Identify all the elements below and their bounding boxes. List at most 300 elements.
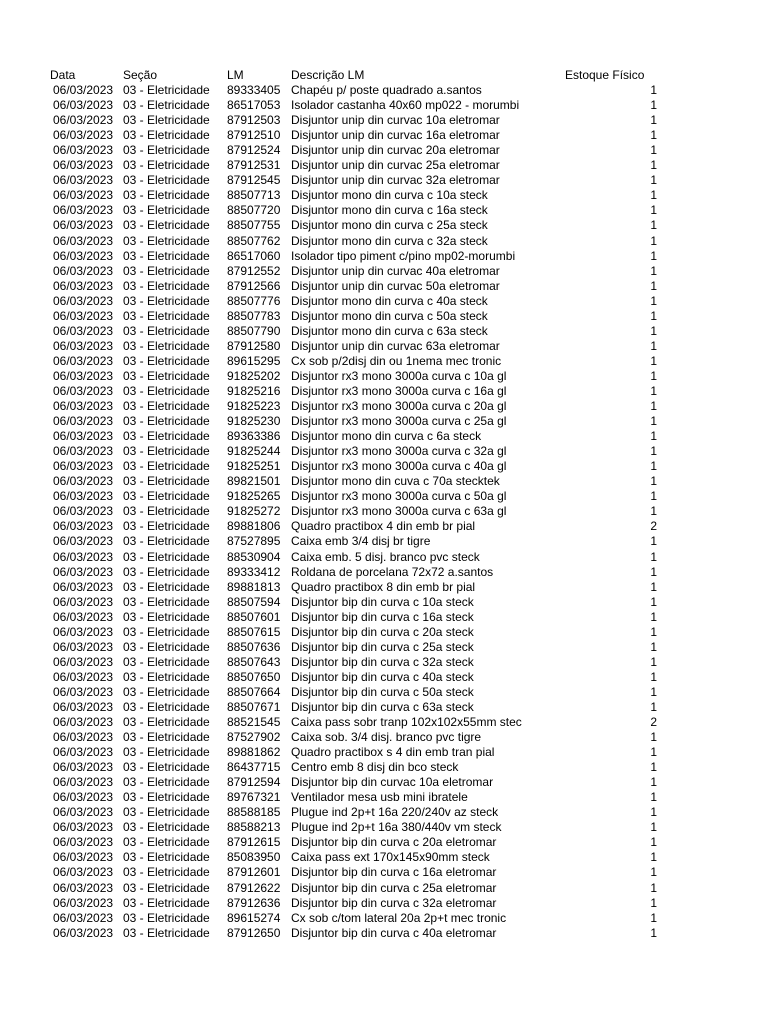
- cell-section: 03 - Eletricidade: [123, 730, 210, 745]
- cell-description: Disjuntor bip din curva c 20a steck: [291, 624, 474, 639]
- cell-lm: 86437715: [227, 760, 281, 775]
- cell-date: 06/03/2023: [53, 684, 114, 699]
- cell-date: 06/03/2023: [53, 323, 114, 338]
- cell-section: 03 - Eletricidade: [123, 429, 210, 444]
- cell-lm: 88507776: [227, 293, 281, 308]
- cell-lm: 87912601: [227, 865, 281, 880]
- cell-stock: 1: [650, 203, 657, 218]
- cell-lm: 88588213: [227, 820, 281, 835]
- table-row: [0, 519, 768, 534]
- cell-section: 03 - Eletricidade: [123, 745, 210, 760]
- cell-stock: 1: [650, 760, 657, 775]
- cell-lm: 88507594: [227, 594, 281, 609]
- cell-stock: 1: [650, 383, 657, 398]
- table-row: [0, 835, 768, 850]
- table-row: [0, 98, 768, 113]
- cell-section: 03 - Eletricidade: [123, 805, 210, 820]
- cell-description: Disjuntor bip din curva c 16a steck: [291, 609, 474, 624]
- cell-stock: 2: [650, 519, 657, 534]
- cell-lm: 89363386: [227, 429, 281, 444]
- table-row: [0, 339, 768, 354]
- cell-description: Disjuntor mono din curva c 10a steck: [291, 188, 488, 203]
- cell-date: 06/03/2023: [53, 699, 114, 714]
- cell-stock: 1: [650, 233, 657, 248]
- cell-stock: 1: [650, 865, 657, 880]
- cell-description: Disjuntor unip din curvac 50a eletromar: [291, 278, 500, 293]
- header-stock: Estoque Físico: [565, 68, 645, 82]
- cell-date: 06/03/2023: [53, 850, 114, 865]
- cell-description: Isolador castanha 40x60 mp022 - morumbi: [291, 98, 520, 113]
- cell-section: 03 - Eletricidade: [123, 564, 210, 579]
- cell-date: 06/03/2023: [53, 715, 114, 730]
- cell-stock: 1: [650, 158, 657, 173]
- table-row: [0, 459, 768, 474]
- cell-description: Disjuntor bip din curva c 10a steck: [291, 594, 474, 609]
- cell-description: Quadro practibox 4 din emb br pial: [291, 519, 476, 534]
- cell-stock: 1: [650, 504, 657, 519]
- table-row: [0, 865, 768, 880]
- cell-section: 03 - Eletricidade: [123, 489, 210, 504]
- cell-date: 06/03/2023: [53, 895, 114, 910]
- cell-lm: 88507650: [227, 669, 281, 684]
- cell-description: Disjuntor bip din curva c 63a steck: [291, 699, 474, 714]
- cell-date: 06/03/2023: [53, 308, 114, 323]
- table-row: [0, 625, 768, 640]
- cell-description: Caixa emb. 5 disj. branco pvc steck: [291, 549, 480, 564]
- cell-date: 06/03/2023: [53, 880, 114, 895]
- table-row: [0, 324, 768, 339]
- cell-section: 03 - Eletricidade: [123, 293, 210, 308]
- cell-stock: 1: [650, 910, 657, 925]
- table-row: [0, 911, 768, 926]
- table-row: [0, 474, 768, 489]
- cell-lm: 89821501: [227, 474, 281, 489]
- cell-description: Disjuntor rx3 mono 3000a curva c 50a gl: [291, 489, 507, 504]
- cell-date: 06/03/2023: [53, 504, 114, 519]
- cell-description: Disjuntor unip din curvac 20a eletromar: [291, 143, 500, 158]
- cell-date: 06/03/2023: [53, 429, 114, 444]
- table-row: [0, 279, 768, 294]
- table-row: [0, 700, 768, 715]
- table-row: [0, 655, 768, 670]
- table-row: [0, 850, 768, 865]
- cell-date: 06/03/2023: [53, 624, 114, 639]
- cell-stock: 1: [650, 323, 657, 338]
- cell-stock: 1: [650, 624, 657, 639]
- cell-date: 06/03/2023: [53, 383, 114, 398]
- cell-section: 03 - Eletricidade: [123, 263, 210, 278]
- cell-stock: 2: [650, 715, 657, 730]
- cell-description: Disjuntor bip din curva c 40a steck: [291, 669, 474, 684]
- cell-section: 03 - Eletricidade: [123, 519, 210, 534]
- cell-stock: 1: [650, 368, 657, 383]
- cell-stock: 1: [650, 669, 657, 684]
- cell-lm: 88507664: [227, 684, 281, 699]
- cell-date: 06/03/2023: [53, 775, 114, 790]
- cell-stock: 1: [650, 835, 657, 850]
- cell-section: 03 - Eletricidade: [123, 338, 210, 353]
- cell-description: Disjuntor unip din curvac 32a eletromar: [291, 173, 500, 188]
- cell-section: 03 - Eletricidade: [123, 639, 210, 654]
- cell-stock: 1: [650, 895, 657, 910]
- cell-stock: 1: [650, 579, 657, 594]
- cell-stock: 1: [650, 745, 657, 760]
- table-row: [0, 730, 768, 745]
- cell-stock: 1: [650, 805, 657, 820]
- cell-lm: 88507615: [227, 624, 281, 639]
- cell-section: 03 - Eletricidade: [123, 143, 210, 158]
- cell-lm: 89881806: [227, 519, 281, 534]
- cell-date: 06/03/2023: [53, 399, 114, 414]
- cell-section: 03 - Eletricidade: [123, 850, 210, 865]
- cell-lm: 88507783: [227, 308, 281, 323]
- cell-lm: 89615274: [227, 910, 281, 925]
- cell-section: 03 - Eletricidade: [123, 218, 210, 233]
- table-row: [0, 188, 768, 203]
- cell-date: 06/03/2023: [53, 745, 114, 760]
- table-body: [0, 83, 768, 941]
- cell-description: Disjuntor mono din curva c 32a steck: [291, 233, 488, 248]
- table-row: [0, 294, 768, 309]
- cell-description: Disjuntor bip din curva c 25a steck: [291, 639, 474, 654]
- cell-description: Disjuntor bip din curva c 32a steck: [291, 654, 474, 669]
- cell-date: 06/03/2023: [53, 730, 114, 745]
- cell-lm: 91825244: [227, 444, 281, 459]
- cell-date: 06/03/2023: [53, 639, 114, 654]
- cell-section: 03 - Eletricidade: [123, 790, 210, 805]
- cell-section: 03 - Eletricidade: [123, 504, 210, 519]
- table-row: [0, 309, 768, 324]
- cell-lm: 87912503: [227, 113, 281, 128]
- cell-stock: 1: [650, 639, 657, 654]
- cell-stock: 1: [650, 414, 657, 429]
- cell-date: 06/03/2023: [53, 293, 114, 308]
- cell-section: 03 - Eletricidade: [123, 233, 210, 248]
- cell-date: 06/03/2023: [53, 113, 114, 128]
- table-row: [0, 790, 768, 805]
- cell-description: Disjuntor unip din curvac 40a eletromar: [291, 263, 500, 278]
- cell-stock: 1: [650, 278, 657, 293]
- cell-date: 06/03/2023: [53, 579, 114, 594]
- cell-date: 06/03/2023: [53, 609, 114, 624]
- cell-description: Disjuntor unip din curvac 16a eletromar: [291, 128, 500, 143]
- cell-date: 06/03/2023: [53, 519, 114, 534]
- table-row: [0, 610, 768, 625]
- cell-description: Disjuntor rx3 mono 3000a curva c 16a gl: [291, 383, 507, 398]
- cell-section: 03 - Eletricidade: [123, 549, 210, 564]
- cell-description: Disjuntor rx3 mono 3000a curva c 63a gl: [291, 504, 507, 519]
- cell-section: 03 - Eletricidade: [123, 895, 210, 910]
- cell-date: 06/03/2023: [53, 173, 114, 188]
- cell-lm: 88507790: [227, 323, 281, 338]
- cell-section: 03 - Eletricidade: [123, 414, 210, 429]
- cell-stock: 1: [650, 444, 657, 459]
- table-row: [0, 399, 768, 414]
- cell-date: 06/03/2023: [53, 669, 114, 684]
- cell-section: 03 - Eletricidade: [123, 203, 210, 218]
- cell-stock: 1: [650, 459, 657, 474]
- cell-stock: 1: [650, 820, 657, 835]
- table-row: [0, 504, 768, 519]
- cell-stock: 1: [650, 338, 657, 353]
- cell-description: Roldana de porcelana 72x72 a.santos: [291, 564, 494, 579]
- cell-section: 03 - Eletricidade: [123, 669, 210, 684]
- cell-section: 03 - Eletricidade: [123, 188, 210, 203]
- cell-lm: 88507720: [227, 203, 281, 218]
- cell-lm: 87527902: [227, 730, 281, 745]
- header-section: Seção: [123, 68, 158, 82]
- cell-lm: 89881862: [227, 745, 281, 760]
- cell-description: Caixa pass sobr tranp 102x102x55mm stec: [291, 715, 522, 730]
- cell-section: 03 - Eletricidade: [123, 699, 210, 714]
- cell-description: Disjuntor bip din curva c 20a eletromar: [291, 835, 497, 850]
- table-row: [0, 926, 768, 941]
- cell-description: Isolador tipo piment c/pino mp02-morumbi: [291, 248, 516, 263]
- cell-section: 03 - Eletricidade: [123, 775, 210, 790]
- table-row: [0, 414, 768, 429]
- cell-stock: 1: [650, 308, 657, 323]
- cell-stock: 1: [650, 113, 657, 128]
- cell-description: Disjuntor bip din curvac 10a eletromar: [291, 775, 494, 790]
- cell-date: 06/03/2023: [53, 338, 114, 353]
- table-row: [0, 173, 768, 188]
- cell-lm: 87912545: [227, 173, 281, 188]
- cell-section: 03 - Eletricidade: [123, 624, 210, 639]
- table-row: [0, 685, 768, 700]
- cell-stock: 1: [650, 353, 657, 368]
- cell-stock: 1: [650, 790, 657, 805]
- cell-date: 06/03/2023: [53, 790, 114, 805]
- cell-lm: 87527895: [227, 534, 281, 549]
- cell-date: 06/03/2023: [53, 143, 114, 158]
- cell-description: Disjuntor rx3 mono 3000a curva c 40a gl: [291, 459, 507, 474]
- cell-section: 03 - Eletricidade: [123, 835, 210, 850]
- table-row: [0, 715, 768, 730]
- cell-description: Cx sob c/tom lateral 20a 2p+t mec tronic: [291, 910, 507, 925]
- cell-description: Plugue ind 2p+t 16a 380/440v vm steck: [291, 820, 502, 835]
- cell-section: 03 - Eletricidade: [123, 534, 210, 549]
- cell-lm: 86517060: [227, 248, 281, 263]
- cell-date: 06/03/2023: [53, 158, 114, 173]
- table-row: [0, 534, 768, 549]
- cell-lm: 89767321: [227, 790, 281, 805]
- cell-description: Caixa emb 3/4 disj br tigre: [291, 534, 431, 549]
- cell-date: 06/03/2023: [53, 83, 114, 98]
- cell-date: 06/03/2023: [53, 203, 114, 218]
- cell-date: 06/03/2023: [53, 654, 114, 669]
- cell-description: Caixa pass ext 170x145x90mm steck: [291, 850, 490, 865]
- cell-lm: 87912615: [227, 835, 281, 850]
- cell-date: 06/03/2023: [53, 98, 114, 113]
- cell-date: 06/03/2023: [53, 218, 114, 233]
- cell-description: Disjuntor mono din curva c 63a steck: [291, 323, 488, 338]
- cell-description: Centro emb 8 disj din bco steck: [291, 760, 459, 775]
- cell-section: 03 - Eletricidade: [123, 353, 210, 368]
- cell-lm: 88521545: [227, 715, 281, 730]
- cell-stock: 1: [650, 128, 657, 143]
- cell-description: Disjuntor bip din curva c 32a eletromar: [291, 895, 497, 910]
- cell-date: 06/03/2023: [53, 594, 114, 609]
- cell-stock: 1: [650, 474, 657, 489]
- cell-section: 03 - Eletricidade: [123, 865, 210, 880]
- header-lm: LM: [227, 68, 244, 82]
- table-row: [0, 354, 768, 369]
- cell-lm: 88530904: [227, 549, 281, 564]
- table-row: [0, 670, 768, 685]
- table-row: [0, 264, 768, 279]
- cell-stock: 1: [650, 850, 657, 865]
- cell-description: Disjuntor unip din curvac 63a eletromar: [291, 338, 500, 353]
- cell-date: 06/03/2023: [53, 233, 114, 248]
- table-row: [0, 820, 768, 835]
- cell-description: Disjuntor unip din curvac 25a eletromar: [291, 158, 500, 173]
- cell-lm: 87912552: [227, 263, 281, 278]
- cell-lm: 87912636: [227, 895, 281, 910]
- cell-description: Disjuntor rx3 mono 3000a curva c 10a gl: [291, 368, 507, 383]
- cell-lm: 87912650: [227, 925, 281, 940]
- cell-date: 06/03/2023: [53, 865, 114, 880]
- cell-lm: 91825223: [227, 399, 281, 414]
- cell-description: Disjuntor rx3 mono 3000a curva c 20a gl: [291, 399, 507, 414]
- cell-section: 03 - Eletricidade: [123, 128, 210, 143]
- cell-stock: 1: [650, 429, 657, 444]
- cell-stock: 1: [650, 549, 657, 564]
- cell-section: 03 - Eletricidade: [123, 248, 210, 263]
- cell-section: 03 - Eletricidade: [123, 880, 210, 895]
- cell-section: 03 - Eletricidade: [123, 760, 210, 775]
- table-row: [0, 113, 768, 128]
- table-row: [0, 640, 768, 655]
- cell-stock: 1: [650, 594, 657, 609]
- inventory-sheet: [0, 68, 768, 941]
- cell-section: 03 - Eletricidade: [123, 820, 210, 835]
- table-row: [0, 444, 768, 459]
- cell-date: 06/03/2023: [53, 368, 114, 383]
- cell-stock: 1: [650, 173, 657, 188]
- cell-section: 03 - Eletricidade: [123, 925, 210, 940]
- cell-stock: 1: [650, 248, 657, 263]
- cell-lm: 88507636: [227, 639, 281, 654]
- table-row: [0, 745, 768, 760]
- header-description: Descrição LM: [291, 68, 365, 82]
- table-row: [0, 143, 768, 158]
- cell-date: 06/03/2023: [53, 534, 114, 549]
- cell-description: Disjuntor mono din cuva c 70a stecktek: [291, 474, 500, 489]
- cell-description: Disjuntor bip din curva c 50a steck: [291, 684, 474, 699]
- cell-description: Disjuntor mono din curva c 50a steck: [291, 308, 488, 323]
- cell-stock: 1: [650, 188, 657, 203]
- cell-lm: 88507643: [227, 654, 281, 669]
- cell-date: 06/03/2023: [53, 910, 114, 925]
- cell-lm: 87912594: [227, 775, 281, 790]
- cell-section: 03 - Eletricidade: [123, 98, 210, 113]
- cell-lm: 87912510: [227, 128, 281, 143]
- cell-section: 03 - Eletricidade: [123, 173, 210, 188]
- table-row: [0, 595, 768, 610]
- cell-section: 03 - Eletricidade: [123, 444, 210, 459]
- table-row: [0, 580, 768, 595]
- cell-stock: 1: [650, 925, 657, 940]
- cell-section: 03 - Eletricidade: [123, 113, 210, 128]
- cell-stock: 1: [650, 699, 657, 714]
- cell-stock: 1: [650, 534, 657, 549]
- cell-lm: 91825265: [227, 489, 281, 504]
- cell-date: 06/03/2023: [53, 353, 114, 368]
- cell-stock: 1: [650, 880, 657, 895]
- cell-date: 06/03/2023: [53, 128, 114, 143]
- cell-stock: 1: [650, 143, 657, 158]
- cell-date: 06/03/2023: [53, 564, 114, 579]
- cell-date: 06/03/2023: [53, 474, 114, 489]
- cell-description: Plugue ind 2p+t 16a 220/240v az steck: [291, 805, 499, 820]
- table-row: [0, 218, 768, 233]
- table-row: [0, 83, 768, 98]
- cell-lm: 91825216: [227, 383, 281, 398]
- cell-date: 06/03/2023: [53, 188, 114, 203]
- cell-lm: 91825272: [227, 504, 281, 519]
- cell-description: Disjuntor rx3 mono 3000a curva c 25a gl: [291, 414, 507, 429]
- cell-section: 03 - Eletricidade: [123, 654, 210, 669]
- table-row: [0, 489, 768, 504]
- cell-lm: 91825230: [227, 414, 281, 429]
- cell-description: Caixa sob. 3/4 disj. branco pvc tigre: [291, 730, 482, 745]
- cell-lm: 89881813: [227, 579, 281, 594]
- cell-date: 06/03/2023: [53, 820, 114, 835]
- cell-lm: 89333405: [227, 83, 281, 98]
- cell-date: 06/03/2023: [53, 760, 114, 775]
- cell-section: 03 - Eletricidade: [123, 368, 210, 383]
- header-date: Data: [50, 68, 76, 82]
- cell-section: 03 - Eletricidade: [123, 715, 210, 730]
- cell-stock: 1: [650, 218, 657, 233]
- cell-stock: 1: [650, 730, 657, 745]
- cell-description: Ventilador mesa usb mini ibratele: [291, 790, 468, 805]
- cell-lm: 88588185: [227, 805, 281, 820]
- table-row: [0, 775, 768, 790]
- cell-lm: 86517053: [227, 98, 281, 113]
- cell-description: Disjuntor rx3 mono 3000a curva c 32a gl: [291, 444, 507, 459]
- cell-description: Cx sob p/2disj din ou 1nema mec tronic: [291, 353, 502, 368]
- cell-description: Disjuntor bip din curva c 40a eletromar: [291, 925, 497, 940]
- cell-description: Disjuntor unip din curvac 10a eletromar: [291, 113, 500, 128]
- cell-stock: 1: [650, 263, 657, 278]
- cell-date: 06/03/2023: [53, 414, 114, 429]
- cell-stock: 1: [650, 564, 657, 579]
- table-row: [0, 249, 768, 264]
- cell-lm: 88507713: [227, 188, 281, 203]
- cell-section: 03 - Eletricidade: [123, 684, 210, 699]
- cell-lm: 87912622: [227, 880, 281, 895]
- cell-date: 06/03/2023: [53, 278, 114, 293]
- cell-lm: 87912524: [227, 143, 281, 158]
- cell-stock: 1: [650, 684, 657, 699]
- cell-section: 03 - Eletricidade: [123, 910, 210, 925]
- cell-section: 03 - Eletricidade: [123, 594, 210, 609]
- cell-stock: 1: [650, 654, 657, 669]
- table-row: [0, 128, 768, 143]
- cell-lm: 88507762: [227, 233, 281, 248]
- table-row: [0, 429, 768, 444]
- cell-lm: 88507755: [227, 218, 281, 233]
- cell-lm: 88507671: [227, 699, 281, 714]
- cell-section: 03 - Eletricidade: [123, 383, 210, 398]
- table-row: [0, 384, 768, 399]
- cell-date: 06/03/2023: [53, 263, 114, 278]
- cell-section: 03 - Eletricidade: [123, 308, 210, 323]
- cell-description: Disjuntor mono din curva c 40a steck: [291, 293, 488, 308]
- table-row: [0, 369, 768, 384]
- cell-section: 03 - Eletricidade: [123, 83, 210, 98]
